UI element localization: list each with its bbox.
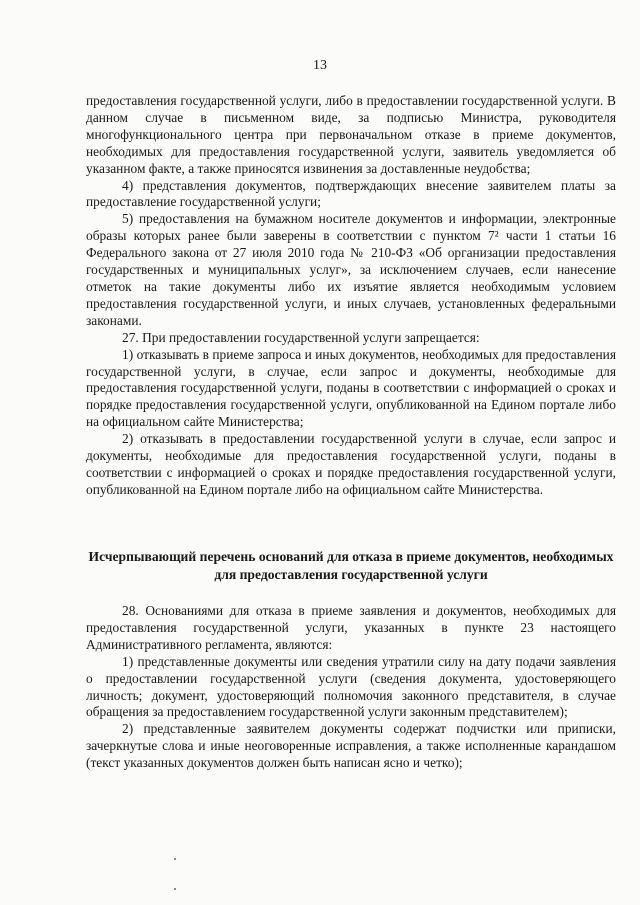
section-continuation — [86, 93, 616, 499]
page-number: 13 — [313, 58, 327, 73]
paragraph: 2) отказывать в предоставлении государственной услуги в случае, если запрос и документы, необходимые для предоставления государственной услуги, поданы в соответствии с информацией о сроках и порядке предоставления государственной услуги, опубликованной на Едином портале либо на официальном сайте Министерства. — [86, 431, 616, 497]
paragraph: 5) предоставления на бумажном носителе документов и информации, электронные образы которых ранее были заверены в соответствии с пунктом 7² части 1 статьи 16 Федерального закона от 27 июля 2010 года № 210-ФЗ «Об организации предоставления государственных и муниципальных услуг», за исключением случаев, если нанесение отметок на такие документы либо их изъятие является необходимым условием предоставления государственной услуги, и иных случаев, установленных федеральными законами. — [86, 211, 616, 328]
scan-speck — [174, 888, 176, 890]
paragraph: 27. При предоставлении государственной услуги запрещается: — [122, 329, 480, 345]
paragraph: 4) представления документов, подтверждающих внесение заявителем платы за предоставление государственной услуги; — [86, 177, 616, 210]
paragraph: предоставления государственной услуги, либо в предоставлении государственной услуги. В данном случае в письменном виде, за подписью Министра, руководителя многофункционального центра при первоначальном отказе в приеме документов, необходимых для предоставления государственной услуги, заявитель уведомляется об указанном факте, а также приносятся извинения за доставленные неудобства; — [86, 93, 616, 176]
paragraph: 1) представленные документы или сведения утратили силу на дату подачи заявления о предоставлении государственной услуги (сведения документа, удостоверяющего личность; документ, удостоверяющий полномочия законного представителя, в случае обращения за предоставлением государственной услуги законным представителем); — [86, 653, 616, 720]
section-heading: Исчерпывающий перечень оснований для отказа в приеме документов, необходимых для предоставления государственной услуги — [88, 549, 614, 582]
section-body — [86, 603, 616, 772]
paragraph: 1) отказывать в приеме запроса и иных документов, необходимых для предоставления государственной услуги, в случае, если запрос и документы, необходимые для предоставления государственной услуги, поданы в соответствии с информацией о сроках и порядке предоставления государственной услуги, опубликованной на Едином портале либо на официальном сайте Министерства; — [86, 346, 616, 430]
paragraph: 2) представленные заявителем документы содержат подчистки или приписки, зачеркнутые слова и иные неоговоренные исправления, а также исполненные карандашом (текст указанных документов должен быть написан ясно и четко); — [86, 721, 616, 771]
paragraph: 28. Основаниями для отказа в приеме заявления и документов, необходимых для предоставления государственной услуги, указанных в пункте 23 настоящего Административного регламента, являются: — [86, 603, 616, 652]
scan-speck — [174, 858, 176, 860]
